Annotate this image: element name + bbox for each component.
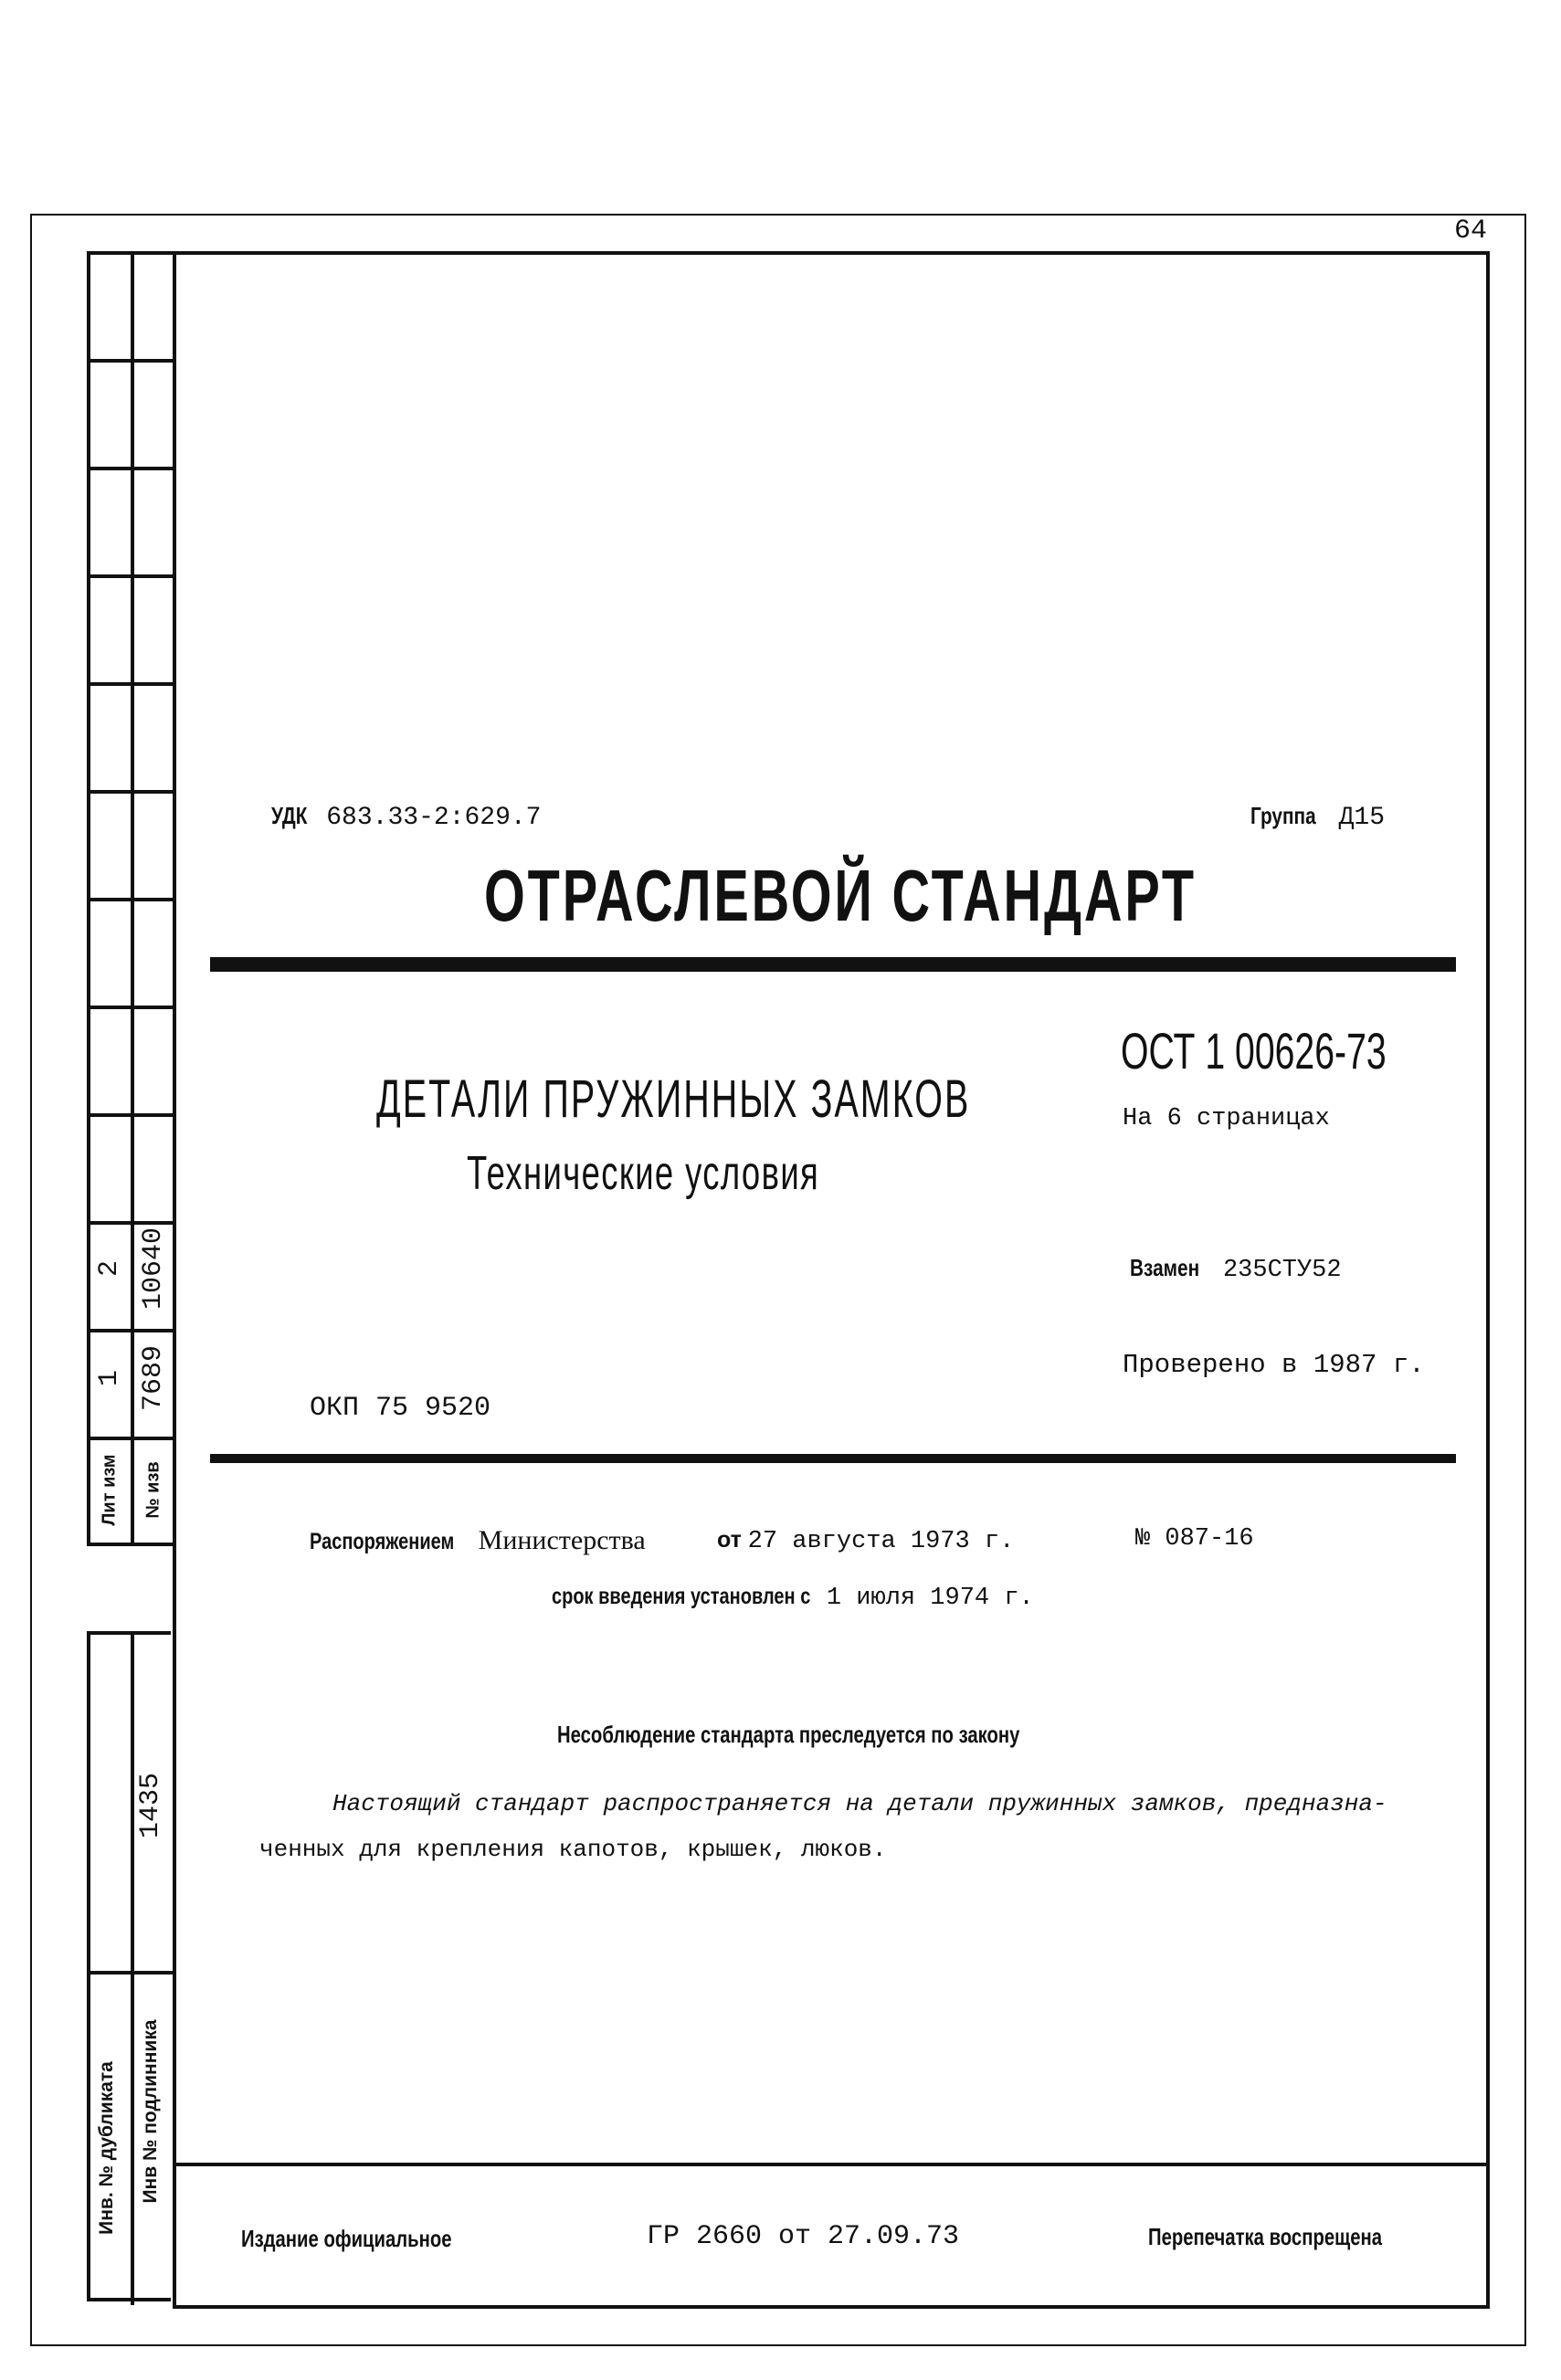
replaces [1130, 1254, 1342, 1284]
sidebar-inv-orig-label: Инв № подлинника [140, 2019, 161, 2204]
sidebar-line [87, 1437, 173, 1440]
sidebar-izv-2: 10640 [138, 1227, 169, 1311]
effective-date: 1 июля 1974 г. [826, 1585, 1034, 1612]
effective-label: срок введения установлен с [552, 1584, 811, 1609]
sidebar-line [87, 1113, 173, 1117]
sidebar-line [87, 1006, 173, 1009]
footer-rule [173, 2163, 1486, 2166]
sidebar-line [131, 1631, 134, 2305]
order-date-value: 27 августа 1973 г. [747, 1528, 1015, 1555]
udk-label: УДК [271, 802, 308, 829]
doc-subtitle [467, 1146, 971, 1201]
sidebar-lit-1: 1 [94, 1370, 125, 1387]
sidebar-line [87, 574, 173, 578]
pages: На 6 страницах [1123, 1105, 1330, 1132]
paragraph-line-2: ченных для крепления капотов, крышек, люков. [259, 1836, 887, 1863]
sidebar-line [87, 1543, 173, 1546]
udk-value: 683.33-2:629.7 [326, 804, 542, 832]
warning [557, 1721, 1150, 1749]
sidebar-line [87, 1221, 173, 1225]
sidebar-izv-1: 7689 [138, 1345, 169, 1412]
checked: Проверено в 1987 г. [1123, 1350, 1425, 1380]
order-ministry: Министерства [478, 1525, 646, 1555]
warning-text: Несоблюдение стандарта преследуется по закону [557, 1721, 1020, 1748]
doc-title [376, 1069, 1250, 1130]
footer-left [241, 2225, 512, 2253]
standard-number-text: ОСТ 1 00626-73 [1121, 1022, 1387, 1079]
doc-title-text: ДЕТАЛИ ПРУЖИННЫХ ЗАМКОВ [376, 1069, 971, 1129]
order-label: Распоряжением [310, 1529, 455, 1554]
title [484, 854, 1473, 938]
sidebar-line [87, 898, 173, 901]
sidebar-line [87, 359, 173, 363]
order-number: № 087-16 [1135, 1525, 1254, 1553]
replaces-value: 235СТУ52 [1222, 1257, 1342, 1284]
effective [552, 1582, 1034, 1612]
paragraph-line-1: Настоящий стандарт распространяется на детали пружинных замков, предназна- [332, 1790, 1387, 1817]
sidebar-line [87, 790, 173, 794]
sidebar-inv-dup-label: Инв. № дубликата [96, 2061, 117, 2235]
group-label: Группа [1250, 802, 1316, 829]
okp: ОКП 75 9520 [310, 1393, 491, 1424]
sidebar-no-izv-label: № изв [142, 1461, 163, 1519]
footer-center: ГР 2660 от 27.09.73 [647, 2221, 960, 2252]
doc-subtitle-text: Технические условия [467, 1147, 820, 1200]
order [310, 1525, 646, 1556]
sidebar-line [87, 1329, 173, 1332]
sidebar-lit-2: 2 [94, 1260, 125, 1278]
sidebar-lit-izm-label: Лит изм [99, 1454, 120, 1526]
order-date [717, 1525, 1014, 1555]
replaces-label: Взамен [1130, 1254, 1200, 1281]
thick-rule-2 [210, 1454, 1456, 1463]
footer-right-text: Перепечатка воспрещена [1148, 2223, 1383, 2250]
footer-right [1148, 2223, 1448, 2251]
page-number: 64 [1454, 216, 1488, 247]
group [1250, 802, 1385, 832]
footer-left-text: Издание официальное [241, 2225, 452, 2252]
title-text: ОТРАСЛЕВОЙ СТАНДАРТ [484, 855, 1197, 936]
order-from-label: от [717, 1527, 742, 1553]
udk [271, 802, 542, 832]
sidebar-line [87, 467, 173, 470]
sidebar-inv-orig-value: 1435 [135, 1773, 166, 1839]
group-value: Д15 [1338, 804, 1386, 832]
sidebar-line [87, 251, 173, 255]
sidebar-line [87, 1971, 173, 1975]
sidebar-line [87, 682, 173, 686]
thick-rule [210, 957, 1456, 972]
